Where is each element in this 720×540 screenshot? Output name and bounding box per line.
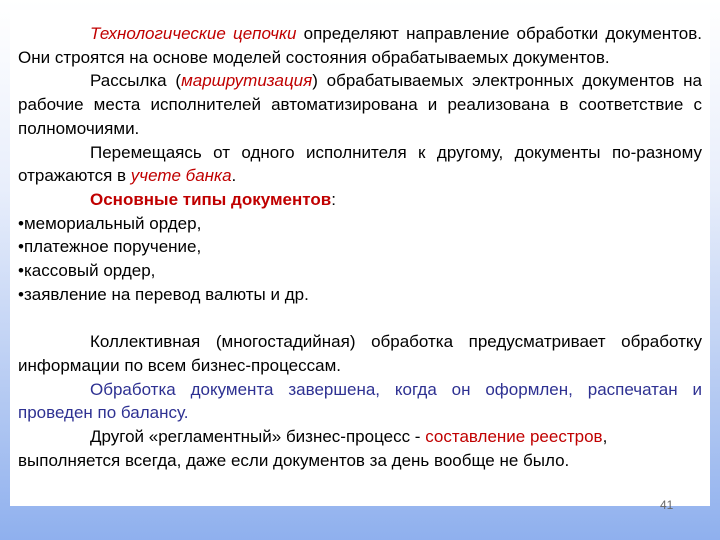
- paragraph-technological-chains: [18, 22, 702, 69]
- list-item: •мемориальный ордер,: [18, 213, 202, 233]
- spacer: [18, 306, 702, 330]
- heading-text: Основные типы документов: [90, 189, 332, 209]
- paragraph-text: ) обрабатываемых электронных документов на рабочие места исполнителей автоматизирована и реализована в соответствие с полномочиями.: [18, 71, 702, 138]
- list-item: •кассовый ордер,: [18, 261, 156, 281]
- slide-text: [18, 22, 702, 472]
- heading-colon: :: [331, 189, 336, 209]
- paragraph-text: определяют направление обработки документов. Они строятся на основе моделей состояния обрабатываемых документов.: [18, 24, 702, 67]
- paragraph-collective-processing: Коллективная (многостадийная) обработка предусматривает обработку информации по всем бизнес-процессам.: [18, 332, 702, 375]
- term-routing: маршрутизация: [181, 71, 313, 91]
- document-types-heading: [18, 188, 702, 212]
- paragraph-processing-complete: Обработка документа завершена, когда он оформлен, распечатан и проведен по балансу.: [18, 379, 702, 423]
- paragraph-text: Рассылка (: [90, 71, 182, 91]
- paragraph-text: Другой «регламентный» бизнес-процесс -: [90, 426, 426, 446]
- page-number: 41: [660, 498, 674, 512]
- paragraph-routing: [18, 69, 702, 140]
- paragraph-reglament-process: [18, 425, 702, 449]
- paragraph-movement: [18, 141, 702, 188]
- term-registers: составление реестров: [425, 426, 603, 446]
- term-technological-chains: Технологические цепочки: [90, 24, 297, 43]
- paragraph-reglament-process-line2: выполняется всегда, даже если документов за день вообще не было.: [18, 450, 570, 470]
- paragraph-text: .: [231, 166, 237, 186]
- list-item: •платежное поручение,: [18, 237, 202, 257]
- term-bank-accounting: учете банка: [130, 166, 232, 186]
- slide-card: [10, 10, 710, 506]
- paragraph-text: ,: [602, 426, 608, 446]
- list-item: •заявление на перевод валюты и др.: [18, 284, 309, 304]
- paragraph-text: Перемещаясь от одного исполнителя к другому, документы по-разному отражаются в: [18, 142, 702, 186]
